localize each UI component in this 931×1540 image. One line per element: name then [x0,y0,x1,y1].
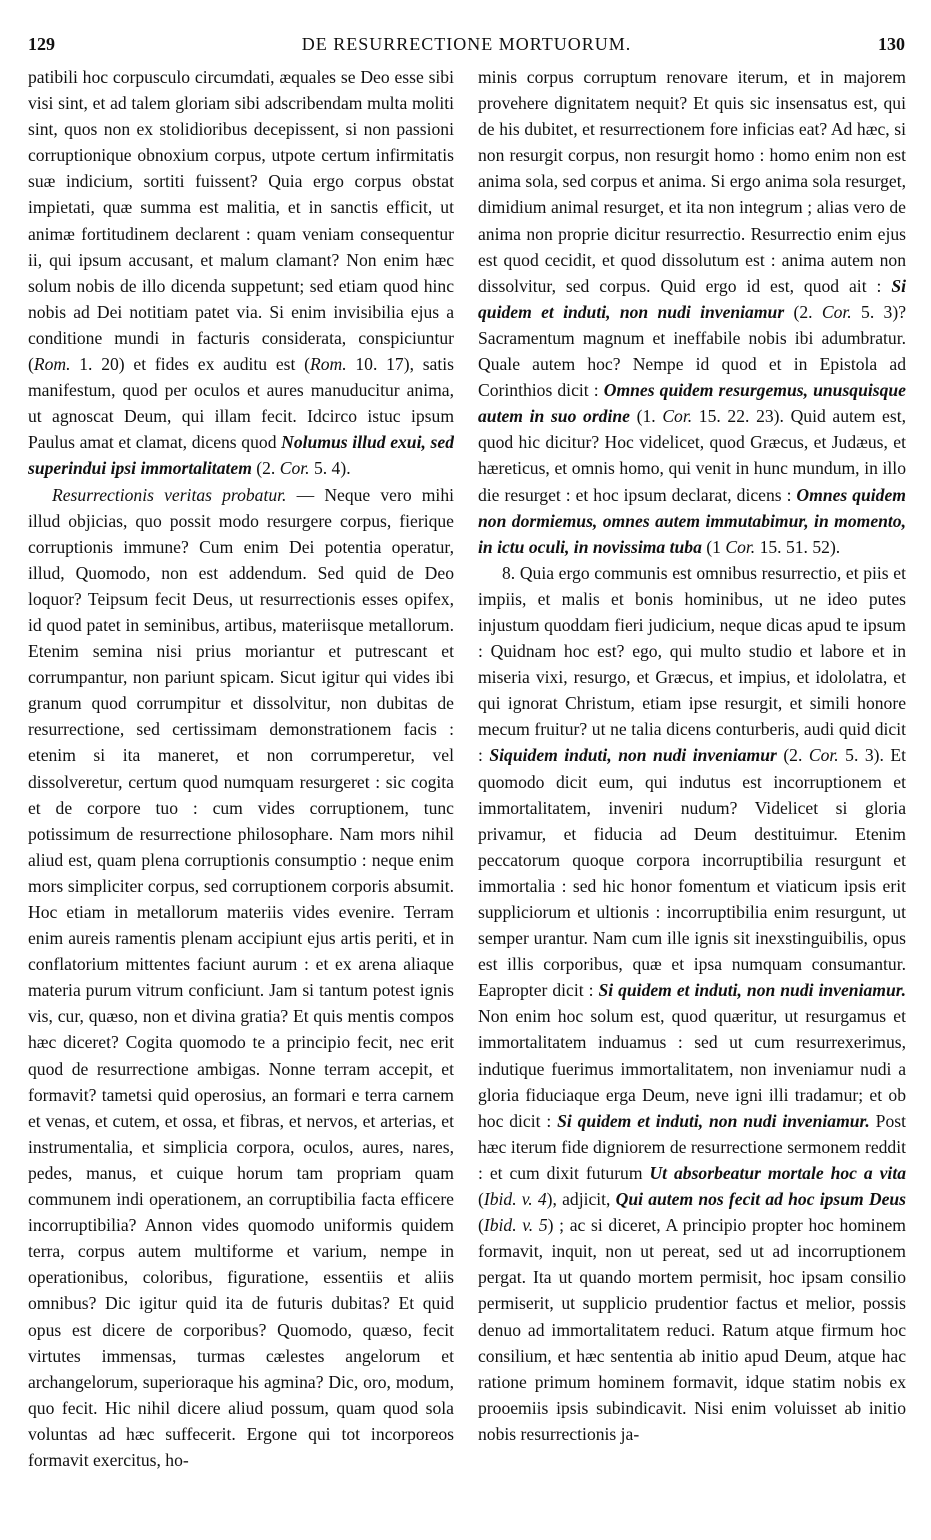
text-run: minis corpus corruptum renovare iterum, et in majorem provehere dignitatem nequit? Et quis sic insensatus est, qui de his dubitet, et resurrectionem fore inficias eat? Ad hæc, si non resurgit corpus, non resurgit homo : homo enim non est anima sola, sed corpus et anima. Si ergo anima sola resurget, dimidium animal resurget, et ita non integrum ; alias vero de anima non proprie dicitur resurrectio. Resurrectio enim ejus est quod cecidit, et quod dissolutum est : anima autem non dissolvitur, sed corpus. Quid ergo id est, quod ait : [478,67,906,296]
text-run: ( [478,1189,484,1210]
scripture-reference: Cor. [279,458,310,479]
text-run: 8. Quia ergo communis est omnibus resurrectio, et piis et impiis, et malis et bonis hominibus, ut ne ideo putes injustum quoddam fieri judicium, neque dicas apud te ipsum : Quidnam hoc est? ego, qui multo studio et labore et in miseria vixi, resurgo, et Græcus, et impius, et idololatra, et qui ignorat Christum, etiam ipse resurgit, et simili honore mecum fruitur? ut ne talia dicens conturberis, audi quid dicit : [478,562,906,766]
text-run: 5. 3). Et quomodo dicit eum, qui indutus est incorruptionem et immortalitatem, inveniri nudum? Videlicet si gloria privamur, et fiducia ad Deum destituimur. Etenim peccatorum quoque corpora incorruptibilia resurgunt et immortalia : sed hic honor fomentum et viaticum ipsis erit suppliciorum et ultionis : incorruptibilia enim resurgunt, ut semper urantur. Nam cum ille ignis sit inexstinguibilis, opus est illis corporibus, quæ et ipsa numquam consumantur. Eapropter dicit : [478,745,906,1001]
right-paragraph-2 [478,560,906,1447]
scripture-quote: Si quidem et induti, non nudi inveniamur. [598,980,906,1001]
text-run: 1. 20) et fides ex auditu est ( [70,354,310,375]
scripture-quote: Nolumus illud exui, sed superindui ipsi immortalitatem [28,432,454,479]
right-paragraph-1 [478,64,906,560]
scripture-reference: Cor. [808,745,839,766]
page-number-left: 129 [28,34,55,54]
scripture-reference: Cor. [725,536,756,557]
left-paragraph-2 [28,482,454,1474]
scripture-reference: Rom. [33,354,71,375]
running-title: DE RESURRECTIONE MORTUORUM. [301,34,632,54]
scripture-quote: Si quidem et induti, non nudi inveniamur. [557,1110,870,1131]
right-column [478,64,906,1534]
scripture-reference: Rom. [309,354,347,375]
text-run: 15. 22. 23). Quid autem est, quod hic dicitur? Hoc videlicet, quod Græcus, et Judæus, et hæreticus, et omnis homo, qui venit in hunc mundum, in illo die resurget : et hoc ipsum declarat, dicens : [478,406,906,505]
scripture-reference: Cor. [821,301,852,322]
page-number-right: 130 [878,34,905,54]
text-run: ) ; ac si diceret, A principio propter hoc hominem formavit, inquit, non ut pereat, sed ut ad incorruptionem pergat. Ita ut quando mortem permisit, hoc ipsam consilio permiserit, ut supplicio prudentior factus et melior, possis denuo ad immortalitatem reduci. Ratum atque firmum hoc consilium, et hæc sententia ab initio apud Deum, atque hac ratione primum hominem formavit, idque statim nobis ex prooemiis ipsis subindicavit. Nisi enim voluisset ab initio nobis resurrectionis ja- [478,1215,906,1444]
text-run: ( [478,1215,484,1236]
left-paragraph-1 [28,64,454,482]
text-run: (1 [701,536,726,557]
text-run: 5. 4). [309,458,351,479]
text-run: (2. [784,301,822,322]
text-run: 15. 51. 52). [755,536,841,557]
text-run: (1. [629,406,663,427]
running-header [28,34,905,60]
text-run: ), adjicit, [546,1189,616,1210]
scripture-quote: Omnes quidem non dormiemus, omnes autem immutabimur, in momento, in ictu oculi, in novissima tuba [478,484,906,557]
scripture-reference: Cor. [662,406,693,427]
text-run: Post hæc iterum fide digniorem de resurrectione sermonem reddit : et cum dixit futurum [478,1110,906,1183]
text-run: 10. 17), satis manifestum, quod per oculos et aures manuducitur anima, ut agnoscat Deum, qui illam fecit. Idcirco istuc ipsum Paulus amat et clamat, dicens quod [28,354,454,453]
scripture-quote: Qui autem nos fecit ad hoc ipsum Deus [615,1189,906,1210]
text-run: Non enim hoc solum est, quod quæritur, ut resurgamus et immortalitatem induamus : sed ut cum resurrexerimus, indutique fuerimus immortalitatem, non inveniamur nudi a gloria fiduciaque erga Deum, neve igni illi tradamur; et ob hoc dicit : [478,1006,906,1131]
text-run: 5. 3)? Sacramentum magnum et ineffabile nobis ibi adumbratur. Quale autem hoc? Nempe id quod et in Epistola ad Corinthios dicit : [478,301,906,401]
scripture-quote: Ut absorbeatur mortale hoc a vita [649,1162,906,1183]
text-run: (2. [251,458,280,479]
scripture-reference: Ibid. v. 5 [483,1215,548,1236]
section-heading: Resurrectionis veritas probatur. [52,484,287,505]
scripture-reference: Ibid. v. 4 [483,1189,547,1210]
text-run: — Neque vero mihi illud objicias, quo possit modo resurgere corpus, fierique corruptionis immune? Cum enim Dei potentia operatur, illud, Quomodo, non est addendum. Sed quid de Deo loquor? Teipsum fecit Deus, ut resurrectionis esses opifex, id quod patet in seminibus, artibus, materiisque metallorum. Etenim semina nisi prius moriantur et putrescant et corrumpantur, non pariunt spicam. Sicut igitur qui vides ibi granum quod corrumpitur et dissolvitur, non dubitas de resurrectione, sed certissimam demonstrationem facis : etenim si ita maneret, et non corrumperetur, vel dissolveretur, certum quod numquam resurgeret : sic cogita et de corpore tuo : cum vides corruptionem, tunc potissimum de resurrectione philosophare. Nam mors nihil aliud est, quam plena corruptionis consumptio : neque enim mors simpliciter corpus, sed corruptionem corporis absumit. Hoc etiam in metallorum materiis vides evenire. Terram enim aureis ramentis plenam accipiunt ejus artis periti, et in conflatorium mittentes faciunt aurum : et ex arena aliaque materia purum vitrum conficiunt. Jam si tantum potest ignis vis, cur, quæso, non et divina gratia? Et quis mentis compos hæc diceret? Cogita quomodo te a principio fecit, nec erit quod de resurrectione ambigas. Nonne terram accepit, et formavit? tametsi quid operosius, an formari e terra carnem et venas, et cutem, et ossa, et fibras, et nervos, et arterias, et instrumentalia, et simplicia corpora, oculos, aures, nares, pedes, manus, et cuique horum tam propriam quam communem indi operationem, an corruptibilia facta efficere incorruptibilia? Annon vides quomodo uniformis quidem terra, corpus autem multiforme et varium, nempe in operationibus, coloribus, figuratione, essentiis et aliis omnibus? Dic igitur quid ita de futuris dubitas? Et quid opus est dicere de corporibus? Quomodo, quæso, fecit virtutes immensas, turmas cælestes angelorum et archangelorum, superioraque his agmina? Dic, oro, modum, quo fecit. Hic nihil dicere aliud possum, quam quod sola voluntas ad hæc suffecerit. Ergone qui tot incorporeos formavit exercitus, ho- [28,484,454,1470]
scripture-quote: Omnes quidem resurgemus, unusquisque autem in suo ordine [478,380,906,427]
scripture-quote: Si quidem et induti, non nudi inveniamur [478,275,906,322]
text-run: (2. [776,745,809,766]
scripture-quote: Siquidem induti, non nudi inveniamur [489,745,777,766]
left-column [28,64,454,1534]
text-run: patibili hoc corpusculo circumdati, æquales se Deo esse sibi visi sint, et ad talem gloriam sibi adscribendam multa moliti sint, quos non ex stolidioribus decepissent, si non passioni corruptionique obnoxium corpus, utpote certum infirmitatis suæ indicium, sortiti fuissent? Quia ergo corpus obstat impietati, quæ summa est malitia, et in sanctis efficit, ut animæ fortitudinem declarent : quam veniam consequentur ii, qui ipsum accusant, et malum clamant? Non enim hæc solum nobis de illo dicenda suppetunt; sed etiam quod hinc nobis ad Dei notitiam patet via. Si enim invisibilia ejus a conditione mundi in facturis considerata, conspiciuntur ( [28,67,454,375]
